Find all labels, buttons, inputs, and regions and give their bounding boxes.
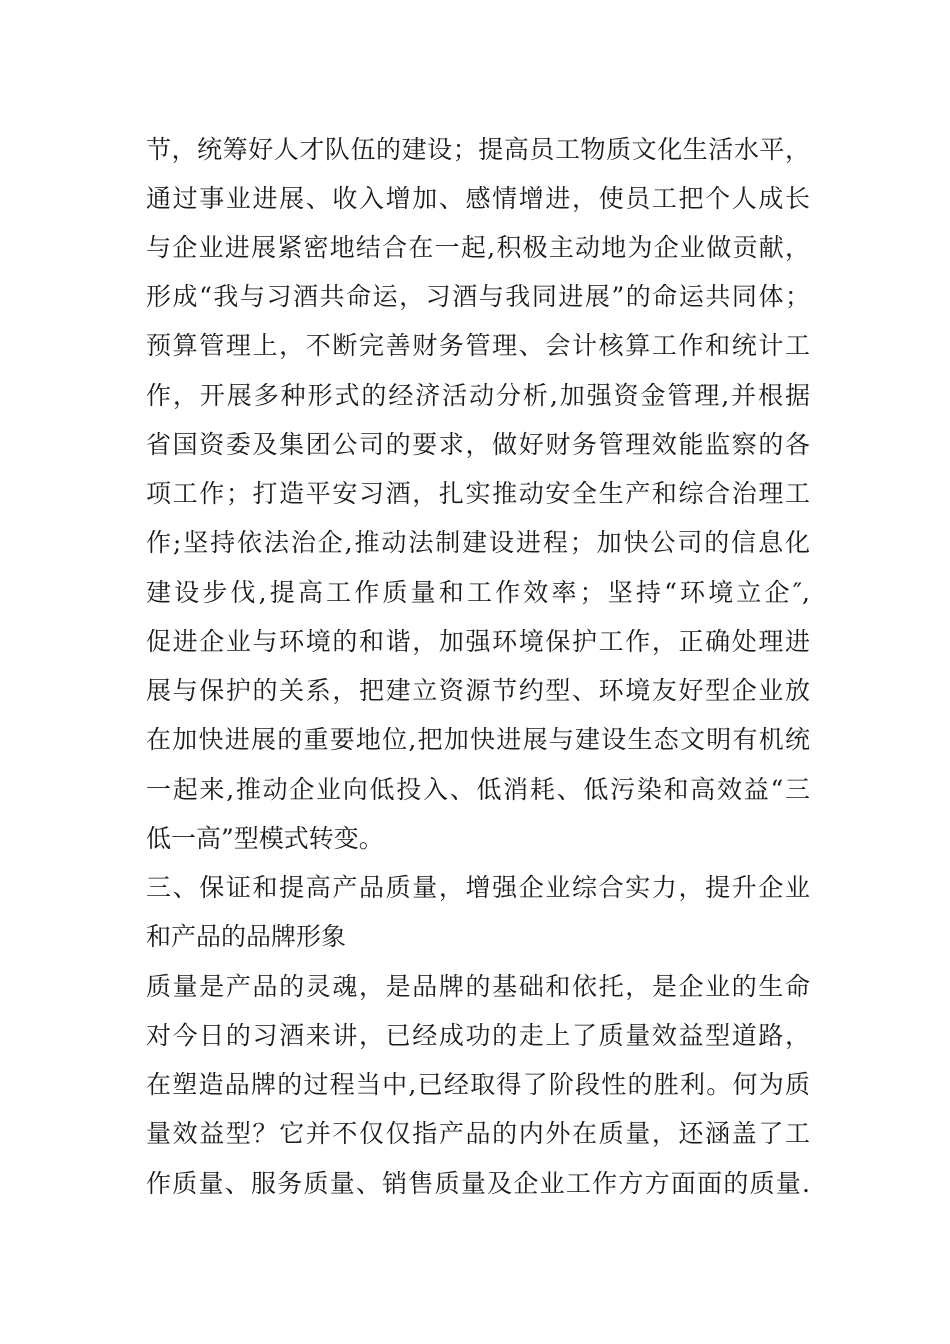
text-line: 量效益型？它并不仅仅指产品的内外在质量，还涵盖了工 bbox=[146, 1119, 810, 1148]
text-line: 省国资委及集团公司的要求，做好财务管理效能监察的各 bbox=[146, 430, 810, 459]
text-line: 作;坚持依法治企,推动法制建设进程；加快公司的信息化 bbox=[146, 528, 810, 557]
text-line: 通过事业进展、收入增加、感情增进，使员工把个人成长 bbox=[146, 184, 810, 213]
text-line: 低一高”型模式转变。 bbox=[146, 824, 384, 853]
text-line: 与企业进展紧密地结合在一起,积极主动地为企业做贡献， bbox=[146, 233, 810, 262]
text-line: 作，开展多种形式的经济活动分析,加强资金管理,并根据 bbox=[146, 381, 810, 410]
section-heading-line: 三、保证和提高产品质量，增强企业综合实力，提升企业 bbox=[146, 873, 810, 902]
text-line: 对今日的习酒来讲，已经成功的走上了质量效益型道路， bbox=[146, 1021, 810, 1050]
text-line: 建设步伐,提高工作质量和工作效率；坚持“环境立企″, bbox=[146, 578, 810, 607]
text-line: 一起来,推动企业向低投入、低消耗、低污染和高效益“三 bbox=[146, 775, 810, 804]
text-line: 在加快进展的重要地位,把加快进展与建设生态文明有机统 bbox=[146, 725, 810, 754]
text-line: 展与保护的关系，把建立资源节约型、环境友好型企业放 bbox=[146, 676, 810, 705]
text-line: 节，统筹好人才队伍的建设；提高员工物质文化生活水平， bbox=[146, 135, 810, 164]
text-line: 质量是产品的灵魂，是品牌的基础和依托，是企业的生命 bbox=[146, 972, 810, 1001]
text-line: 形成“我与习酒共命运，习酒与我同进展”的命运共同体； bbox=[146, 282, 810, 311]
text-line: 在塑造品牌的过程当中,已经取得了阶段性的胜利。何为质 bbox=[146, 1070, 810, 1099]
text-line: 作质量、服务质量、销售质量及企业工作方方面面的质量. bbox=[146, 1169, 810, 1198]
text-line: 促进企业与环境的和谐，加强环境保护工作，正确处理进 bbox=[146, 627, 810, 656]
section-heading-line: 和产品的品牌形象 bbox=[146, 922, 347, 951]
text-line: 项工作；打造平安习酒，扎实推动安全生产和综合治理工 bbox=[146, 479, 810, 508]
text-line: 预算管理上，不断完善财务管理、会计核算工作和统计工 bbox=[146, 331, 810, 360]
